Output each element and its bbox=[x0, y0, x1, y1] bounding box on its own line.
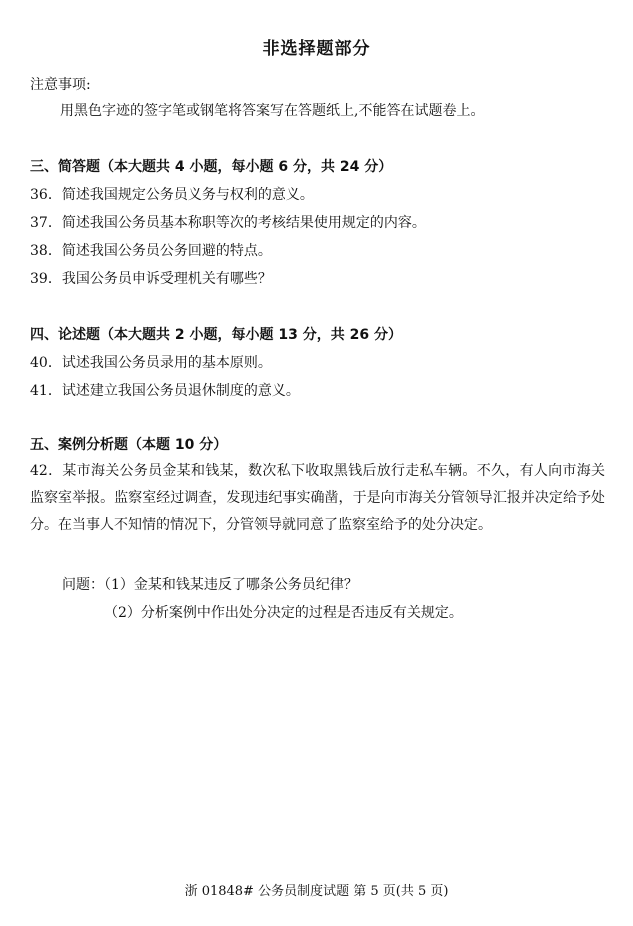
question-38: 38．简述我国公务员公务回避的特点。 bbox=[30, 243, 272, 259]
question-36: 36．简述我国规定公务员义务与权利的意义。 bbox=[30, 187, 314, 203]
section4-heading: 四、论述题（本大题共 2 小题，每小题 13 分，共 26 分） bbox=[30, 327, 402, 343]
notice-heading: 注意事项: bbox=[30, 77, 91, 93]
question-39: 39．我国公务员申诉受理机关有哪些？ bbox=[30, 271, 272, 287]
page-footer: 浙 01848# 公务员制度试题 第 5 页(共 5 页) bbox=[184, 884, 449, 899]
question-37: 37．简述我国公务员基本称职等次的考核结果使用规定的内容。 bbox=[30, 215, 426, 231]
section5-heading: 五、案例分析题（本题 10 分） bbox=[30, 437, 228, 453]
question-41: 41．试述建立我国公务员退休制度的意义。 bbox=[30, 383, 300, 399]
case-question-1: 问题：（1）金某和钱某违反了哪条公务员纪律？ bbox=[62, 577, 358, 593]
notice-text: 用黑色字迹的签字笔或钢笔将答案写在答题纸上,不能答在试题卷上。 bbox=[60, 103, 485, 119]
section3-heading: 三、简答题（本大题共 4 小题，每小题 6 分，共 24 分） bbox=[30, 159, 393, 175]
case-text-42: 42．某市海关公务员金某和钱某，数次私下收取黑钱后放行走私车辆。不久，有人向市海关监察室举报。监察室经过调查，发现违纪事实确凿，于是向市海关分管领导汇报并决定给予处分。在当事人不知情的情况下，分管领导就同意了监察室给予的处分决定。 bbox=[30, 463, 605, 533]
question-40: 40．试述我国公务员录用的基本原则。 bbox=[30, 355, 272, 371]
case-question-2: （2）分析案例中作出处分决定的过程是否违反有关规定。 bbox=[104, 605, 463, 621]
page-title: 非选择题部分 bbox=[262, 39, 371, 59]
